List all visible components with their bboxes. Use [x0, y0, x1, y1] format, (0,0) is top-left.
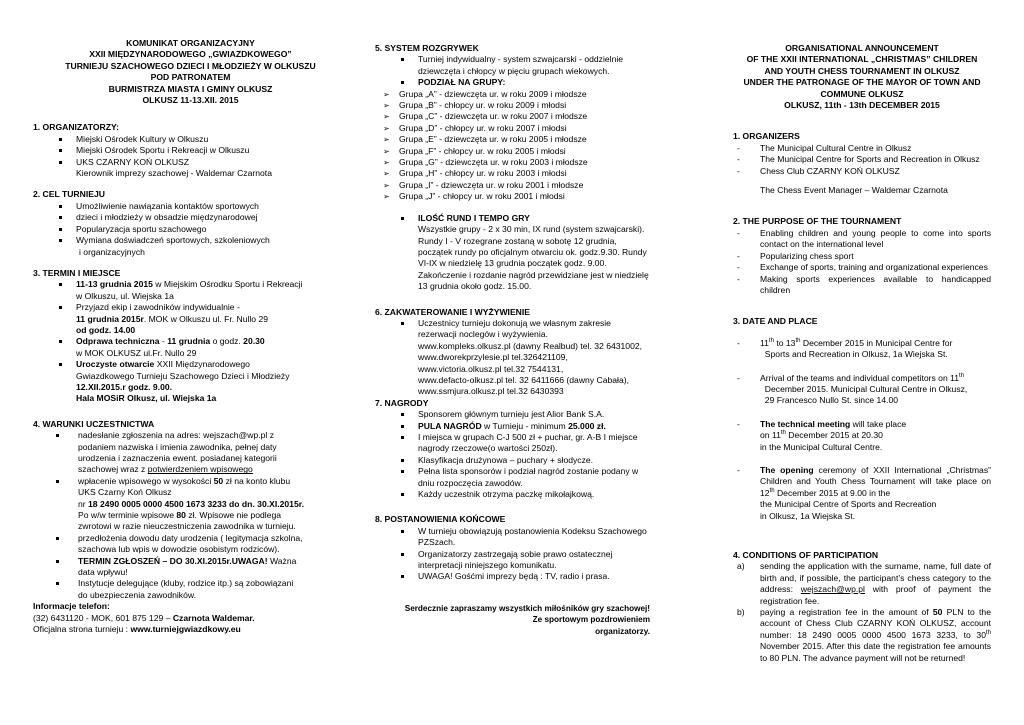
list-item: Sponsorem głównym turnieju jest Alior Bank S.A.: [375, 409, 650, 420]
en-header-line: AND YOUTH CHESS TOURNAMENT IN OLKUSZ: [764, 65, 960, 76]
list-item: UKS CZARNY KOŃ OLKUSZ: [33, 157, 348, 168]
text: w MOK OLKUSZ ul.Fr. Nullo 29: [76, 347, 197, 358]
text: PULA NAGRÓD: [418, 420, 482, 431]
text: th: [985, 629, 991, 636]
list-item: ➢ Grupa „E” - dziewczęta ur. w roku 2005 i młodsze: [355, 134, 650, 145]
text: December 2015. Municipal Cultural Centre in Olkusz,: [764, 383, 968, 394]
text: podaniem nazwiska i imienia zawodnika, pełnej daty: [78, 441, 277, 452]
text: th: [780, 430, 786, 437]
list-item: Wymiana doświadczeń sportowych, szkoleniowych: [33, 235, 348, 246]
list-item: UWAGA! Gośćmi imprezy będą : TV, radio i prasa.: [375, 571, 650, 582]
text: 11 grudnia 2015r: [76, 313, 144, 324]
text: in the Municipal Cultural Centre.: [760, 441, 883, 452]
list-item: [375, 54, 650, 77]
list-item: Klasyfikacja drużynowa – puchary + słodycze.: [375, 455, 650, 466]
text: Uroczyste otwarcie: [76, 359, 155, 370]
pl-header-line: OLKUSZ 11-13.XII. 2015: [142, 95, 239, 106]
text: o godz.: [210, 336, 244, 347]
en-header-line: ORGANISATIONAL ANNOUNCEMENT: [785, 43, 939, 53]
text: The opening: [760, 464, 814, 475]
list-item: [733, 607, 991, 664]
column-english: [733, 43, 991, 664]
text: December 2015 at 20.30: [785, 430, 883, 441]
text: nr: [78, 498, 89, 509]
list-item: ➢ Grupa „I” - dziewczęta ur. w roku 2001 i młodsze: [355, 180, 650, 191]
list-item: [375, 466, 650, 489]
text: the Municipal Centre of Sports and Recreation: [760, 499, 937, 510]
text: Gwiazdkowego Turnieju Szachowego Dzieci i Młodzieży: [76, 370, 290, 381]
text: 50: [932, 607, 943, 618]
purpose-list: [33, 201, 348, 247]
section-title-accommodation: 6. ZAKWATEROWANIE I WYŻYWIENIE: [375, 306, 531, 317]
section-title-organizers: 1. ORGANIZATORZY:: [33, 122, 119, 133]
deadline: TERMIN ZGŁOSZEŃ – DO 30.XI.2015r.UWAGA!: [78, 555, 268, 566]
text: w Turnieju - minimum: [481, 420, 569, 431]
text: nagrody rzeczowe(o wartości 250zł).: [418, 443, 558, 454]
bank-account: 18 2490 0005 0000 4500 1673 3233 do dn. 30.XI.2015r.: [88, 498, 304, 509]
text: Zakończenie i rozdanie nagród przewidziane jest w niedzielę: [418, 269, 649, 280]
date-range: 11-13 grudnia 2015: [76, 279, 153, 290]
website-link[interactable]: www.turniejgwiazdkowy.eu: [130, 624, 241, 635]
organizers-list: [33, 134, 348, 168]
system-list: [375, 54, 650, 88]
en-header-line: OF THE XXII INTERNATIONAL „CHRISTMAS” CHILDREN: [746, 54, 978, 65]
text: nadesłanie zgłoszenia na adres: wejszach@wp.pl z: [78, 430, 274, 441]
section-title-prizes: 7. NAGRODY: [375, 397, 429, 408]
hotel-link[interactable]: www.kompleks.olkusz.pl (dawny Realbud) tel. 32 6431002,: [418, 340, 643, 351]
list-item: [33, 302, 348, 336]
text: Przyjazd ekip i zawodników indywidualnie -: [76, 302, 240, 313]
list-item: Umożliwienie nawiązania kontaktów sportowych: [33, 201, 348, 212]
list-item: ➢ Grupa „H” - chłopcy ur. w roku 2003 i młodsi: [355, 168, 650, 179]
accommodation-list: [375, 318, 650, 329]
en-section-date-place: 3. DATE AND PLACE: [733, 316, 818, 327]
list-item: - The Municipal Cultural Centre in Olkusz: [733, 143, 991, 154]
en-header: [733, 43, 991, 111]
text: początek rundy po oficjalnym otwarciu ok. godz.9.30. Rundy: [418, 246, 647, 257]
en-section-purpose: 2. THE PURPOSE OF THE TOURNAMENT: [733, 216, 902, 227]
text: th: [959, 372, 965, 379]
en-header-line: UNDER THE PATRONAGE OF THE MAYOR OF TOWN AND: [743, 77, 981, 88]
text: w Miejskim Ośrodku Sportu i Rekreacji: [152, 279, 303, 290]
hotel-link[interactable]: www.ssmjura.olkusz.pl tel.32 6430393: [418, 386, 564, 397]
text: PLN to the account of Chess Club CZARNY KOŃ OLKUSZ, account number: 18 2490 0005 0000 4500 1673 3233, to 30: [760, 607, 991, 640]
text: 29 Francesco Nullo St. since 14.00: [764, 395, 899, 406]
list-item: [33, 556, 348, 579]
list-item: - The Municipal Centre for Sports and Recreation in Olkusz: [733, 154, 991, 165]
list-item: ➢ Grupa „J” - chłopcy ur. w roku 2001 i młodsi: [355, 191, 650, 202]
text: interpretacji niniejszego komunikatu.: [418, 560, 557, 571]
text: Turniej indywidualny - system szwajcarski - oddzielnie: [418, 54, 624, 65]
list-item: [33, 476, 348, 533]
text: VI-IX w niedzielę 13 grudnia początek godz. 9.00.: [418, 258, 607, 269]
email-link[interactable]: wejszach@wp.pl: [800, 584, 865, 595]
text: will take place: [850, 418, 907, 429]
text: ceremony of XXII International „Christmas” Children and Youth Chess Tournament will take place on 12: [760, 464, 991, 498]
text: Rundy I - V rozegrane zostaną w sobotę 12 grudnia,: [418, 235, 617, 246]
text: urodzenia i zaznaczenia ewent. posiadanej kategorii: [78, 453, 277, 463]
text: do ubezpieczenia zawodników.: [78, 589, 197, 600]
text: Instytucje delegujące (kluby, rodzice itp.) są zobowiązani: [78, 578, 294, 589]
list-item: [375, 526, 650, 549]
list-item: ➢ Grupa „F” - chłopcy ur. w roku 2005 i młodsi: [355, 146, 650, 157]
text: Odprawa techniczna: [76, 336, 160, 347]
text: Pełna lista sponsorów i podział nagród zostanie podany w: [418, 466, 639, 477]
text: 11: [760, 337, 769, 348]
hotel-link[interactable]: www.dworekprzylesie.pl tel.326421109,: [418, 352, 568, 363]
list-item: [733, 419, 991, 453]
date-place-list: [33, 279, 348, 404]
conditions-list: [33, 430, 348, 601]
text: b): [737, 607, 745, 618]
text: zwrotowi w razie nieuczestniczenia zawodnika w turnieju.: [78, 521, 296, 532]
pl-header-line: TURNIEJU SZACHOWEGO DZIECI I MŁODZIEŻY W OLKUSZU: [65, 60, 316, 71]
closing-note: [375, 603, 650, 637]
list-item: [733, 561, 991, 607]
column-polish-left: [33, 38, 348, 636]
list-item: Każdy uczestnik otrzyma paczkę mikołajkową.: [375, 489, 650, 500]
official-website: [33, 624, 348, 635]
text: th: [768, 337, 774, 344]
list-item: [33, 336, 348, 359]
text: 80: [176, 510, 186, 521]
section-title-purpose: 2. CEL TURNIEJU: [33, 189, 105, 200]
text: 12.XII.2015.r godz. 9.00.: [76, 381, 173, 392]
list-item: Miejski Ośrodek Sportu i Rekreacji w Olkuszu: [33, 145, 348, 156]
text: Sports and Recreation in Olkusz, 1a Wiejska St.: [764, 349, 948, 360]
text: a): [737, 561, 745, 572]
text: to 13: [773, 337, 796, 348]
list-item: ➢ Grupa „D” - chłopcy ur. w roku 2007 i młodsi: [355, 123, 650, 134]
text: (32) 6431120 - MOK, 601 875 129 –: [33, 612, 173, 623]
text: szachowa lub wpis w dowodzie osobistym rodziców).: [78, 544, 280, 555]
text: dniu rozpoczęcia zawodów.: [418, 477, 523, 488]
text: data wpływu!: [78, 567, 128, 578]
text: Ważna: [267, 555, 297, 566]
list-item: ILOŚĆ RUND I TEMPO GRY: [375, 213, 650, 224]
list-item: [33, 578, 348, 601]
text: XXII Międzynarodowego: [154, 359, 250, 370]
en-date-place-list: [733, 338, 991, 522]
list-item: [33, 279, 348, 302]
text: The technical meeting: [760, 418, 851, 429]
list-item: Popularyzacja sportu szachowego: [33, 224, 348, 235]
list-item: Uczestnicy turnieju dokonują we własnym zakresie: [375, 318, 650, 329]
en-organizers-list: [733, 143, 991, 177]
list-item: [733, 338, 991, 361]
text: 50: [213, 475, 224, 486]
text: November 2015. After this date the registration fee amounts to 80 PLN. The advance payment will not be returned!: [760, 641, 991, 663]
accommodation-details: [375, 329, 650, 397]
text: Organizatorzy zastrzegają sobie prawo ostatecznej: [418, 548, 613, 559]
en-section-organizers: 1. ORGANIZERS: [733, 131, 800, 142]
section-title-final: 8. POSTANOWIENIA KOŃCOWE: [375, 514, 506, 525]
list-item: [33, 359, 348, 405]
text: Po w/w terminie wpisowe: [78, 510, 177, 521]
list-item: ➢ Grupa „G” - dziewczęta ur. w roku 2003 i młodsze: [355, 157, 650, 168]
text: zł. Wpisowe nie podlega: [185, 510, 282, 521]
rounds-paragraph: [375, 224, 650, 292]
text: potwierdzeniem wpisowego: [147, 464, 253, 475]
text: 25.000 zł.: [568, 420, 606, 431]
list-item: ➢ Grupa „A” - dziewczęta ur. w roku 2009 i młodsze: [355, 89, 650, 100]
text: 11 grudnia: [167, 336, 211, 347]
text: w Olkuszu, ul. Wiejska 1a: [76, 290, 174, 301]
list-item: ➢ Grupa „C” - dziewczęta ur. w roku 2007 i młodsze: [355, 111, 650, 122]
en-conditions-list: [733, 561, 991, 664]
text: Ze sportowym pozdrowieniem: [532, 615, 650, 625]
section-title-date-place: 3. TERMIN I MIEJSCE: [33, 267, 121, 278]
list-item: - Making sports experiences available to handicapped children: [733, 274, 991, 297]
rounds-list: [375, 213, 650, 224]
en-header-line: OLKUSZ, 11th - 13th DECEMBER 2015: [784, 100, 940, 111]
list-item: - Chess Club CZARNY KOŃ OLKUSZ: [733, 166, 991, 177]
en-section-conditions: 4. CONDITIONS OF PARTICIPATION: [733, 550, 879, 560]
text: in Olkusz, 1a Wiejska St.: [760, 510, 856, 521]
text: szachowej wraz z: [78, 464, 148, 475]
list-item: - Enabling children and young people to come into sports contact on the international level: [733, 228, 991, 251]
groups-list: [355, 89, 650, 203]
hotel-link[interactable]: www.victoria.olkusz.pl tel.32 7544131,: [418, 363, 564, 374]
list-item: [733, 465, 991, 522]
text: organizatorzy.: [595, 626, 650, 636]
text: rezerwacji noclegów i wyżywienia.: [418, 329, 548, 340]
text: UKS Czarny Koń Olkusz: [78, 487, 172, 498]
en-event-manager: The Chess Event Manager – Waldemar Czarnota: [760, 185, 948, 196]
text: od godz. 14.00: [76, 324, 136, 335]
text: Wszystkie grupy - 2 x 30 min, IX rund (system szwajcarski).: [418, 224, 645, 235]
text: December 2015 at 9.00 in the: [774, 487, 891, 498]
text: December 2015 in Municipal Centre for: [800, 337, 953, 348]
pl-header: [33, 38, 348, 106]
list-item: [33, 533, 348, 556]
purpose-cont: i organizacyjnych: [79, 246, 145, 257]
text: przedłożenia dowodu daty urodzenia ( legitymacja szkolna,: [78, 532, 303, 543]
text: Oficjalna strona turnieju :: [33, 624, 131, 635]
text: th: [795, 337, 801, 344]
text: Arrival of the teams and individual competitors on 11: [760, 372, 960, 383]
text: th: [769, 487, 775, 494]
list-item: [375, 432, 650, 455]
text: PZSzach.: [418, 537, 456, 548]
event-manager: Kierownik imprezy szachowej - Waldemar Czarnota: [76, 168, 272, 179]
list-item: - Popularizing chess sport: [733, 251, 991, 262]
info-phone-title: Informacje telefon:: [33, 601, 110, 612]
list-item: - Exchange of sports, training and organizational experiences: [733, 262, 991, 273]
list-item: [733, 373, 991, 407]
text: dziewczęta i chłopcy w pięciu grupach wiekowych.: [418, 65, 610, 76]
text: -: [159, 336, 168, 347]
pl-header-line: XXII MIĘDZYNARODOWEGO „GWIAZDKOWEGO”: [89, 49, 292, 60]
list-item: [375, 421, 650, 432]
pl-header-line: POD PATRONATEM: [150, 72, 231, 83]
list-item: [33, 430, 348, 476]
list-item: Miejski Ośrodek Kultury w Olkuszu: [33, 134, 348, 145]
text: . MOK w Olkuszu ul. Fr. Nullo 29: [143, 313, 269, 324]
final-list: [375, 526, 650, 583]
text: paying a registration fee in the amount of: [760, 607, 933, 618]
pl-header-line: KOMUNIKAT ORGANIZACYJNY: [126, 38, 255, 48]
text: I miejsca w grupach C-J 500 zł + puchar, gr. A-B I miejsce: [418, 432, 638, 442]
text: on 11: [760, 430, 781, 441]
en-header-line: COMMUNE OLKUSZ: [820, 88, 904, 99]
text: with proof of payment the registration fee.: [760, 584, 991, 606]
column-polish-middle: [375, 43, 650, 637]
section-title-system: 5. SYSTEM ROZGRYWEK: [375, 43, 479, 53]
hotel-link[interactable]: www.defacto-olkusz.pl tel. 32 6411666 (dawny Cabała),: [418, 374, 629, 385]
list-item: PODZIAŁ NA GRUPY:: [375, 77, 650, 88]
text: 13 grudnia około godz. 15.00.: [418, 281, 532, 292]
text: Serdecznie zapraszamy wszystkich miłośników gry szachowej!: [404, 603, 650, 613]
list-item: ➢ Grupa „B” - chłopcy ur. w roku 2009 i młodsi: [355, 100, 650, 111]
text: zł na konto klubu: [223, 475, 291, 486]
prizes-list: [375, 409, 650, 500]
text: 20.30: [243, 336, 265, 347]
text: Hala MOSiR Olkusz, ul. Wiejska 1a: [76, 393, 217, 404]
en-purpose-list: [733, 228, 991, 296]
pl-header-line: BURMISTRZA MIASTA I GMINY OLKUSZ: [108, 83, 273, 94]
list-item: [375, 549, 650, 572]
text: wpłacenie wpisowego w wysokości: [78, 475, 214, 486]
section-title-conditions: 4. WARUNKI UCZESTNICTWA: [33, 418, 155, 429]
text: sending the application with the surname, name, full date of birth and, if possible, the participant’s chess category to the address:: [760, 561, 991, 595]
text: Czarnota Waldemar.: [172, 612, 255, 623]
list-item: dzieci i młodzieży w obsadzie międzynarodowej: [33, 212, 348, 223]
info-phone: [33, 613, 348, 624]
text: W turnieju obowiązują postanowienia Kodeksu Szachowego: [418, 525, 647, 536]
